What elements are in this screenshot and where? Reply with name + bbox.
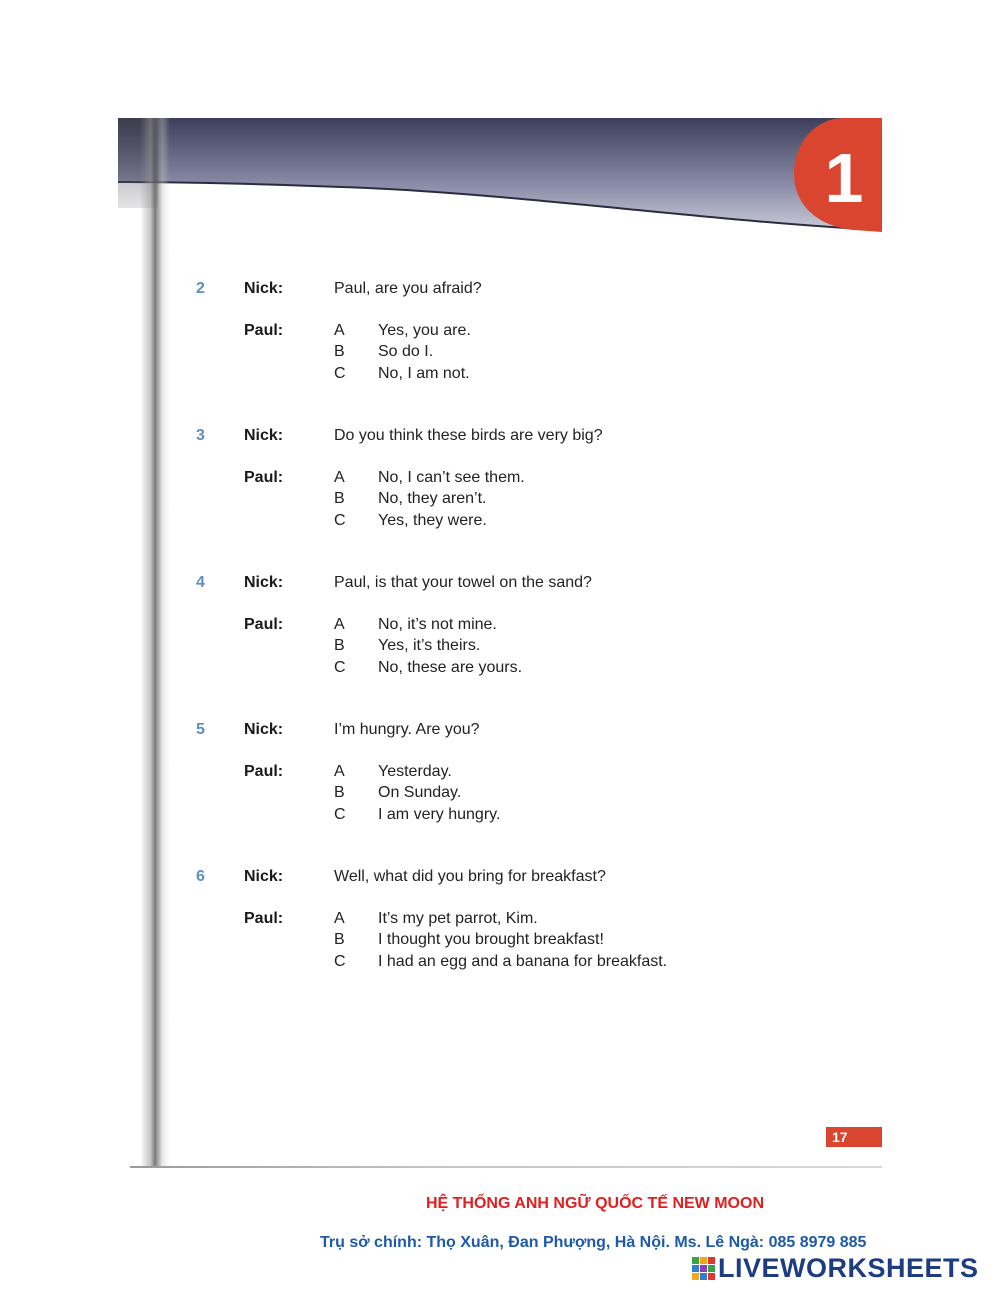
option-text: Yesterday. [378, 763, 452, 780]
liveworksheets-logo-text[interactable]: LIVEWORKSHEETS [718, 1253, 979, 1283]
option-text: So do I. [378, 343, 434, 360]
nick-label: Nick: [244, 280, 284, 297]
nick-label: Nick: [244, 868, 284, 885]
option-letter: B [334, 784, 345, 801]
liveworksheets-logo-icon [692, 1257, 716, 1281]
option-letter: B [334, 343, 345, 360]
option-letter: B [334, 931, 345, 948]
question-number: 2 [196, 280, 205, 297]
paul-label: Paul: [244, 910, 284, 927]
option-text: No, it’s not mine. [378, 616, 497, 633]
nick-line: I’m hungry. Are you? [334, 721, 480, 738]
option-letter: A [334, 910, 345, 927]
option-text: I am very hungry. [378, 806, 501, 823]
option-letter: A [334, 469, 345, 486]
option-letter: A [334, 616, 345, 633]
nick-line: Paul, are you afraid? [334, 280, 482, 297]
option-letter: C [334, 512, 346, 529]
option-text: It’s my pet parrot, Kim. [378, 910, 538, 927]
option-text: Yes, they were. [378, 512, 487, 529]
scanned-page [118, 118, 882, 1168]
spine-shadow [140, 118, 170, 1168]
footer-address: Trụ sở chính: Thọ Xuân, Đan Phượng, Hà Nội. Ms. Lê Ngà: 085 8979 885 [320, 1234, 867, 1251]
option-text: No, I can’t see them. [378, 469, 525, 486]
nick-label: Nick: [244, 427, 284, 444]
question-number: 5 [196, 721, 205, 738]
question-number: 6 [196, 868, 205, 885]
footer-title: HỆ THỐNG ANH NGỮ QUỐC TẾ NEW MOON [425, 1195, 764, 1212]
paul-label: Paul: [244, 322, 284, 339]
option-text: Yes, it’s theirs. [378, 637, 481, 654]
nick-label: Nick: [244, 574, 284, 591]
option-text: I thought you brought breakfast! [378, 931, 604, 948]
nick-line: Paul, is that your towel on the sand? [334, 574, 592, 591]
option-letter: B [334, 490, 345, 507]
option-text: No, these are yours. [378, 659, 523, 676]
option-letter: B [334, 637, 345, 654]
nick-line: Do you think these birds are very big? [334, 427, 603, 444]
page-number: 17 [826, 1127, 882, 1147]
option-text: On Sunday. [378, 784, 462, 801]
unit-number: 1 [824, 139, 864, 217]
nick-label: Nick: [244, 721, 284, 738]
option-text: No, I am not. [378, 365, 470, 382]
page-bottom-rule [130, 1166, 882, 1168]
option-text: I had an egg and a banana for breakfast. [378, 953, 668, 970]
option-letter: A [334, 763, 345, 780]
question-number: 4 [196, 574, 205, 591]
paul-label: Paul: [244, 616, 284, 633]
option-text: No, they aren’t. [378, 490, 487, 507]
nick-line: Well, what did you bring for breakfast? [334, 868, 606, 885]
option-letter: C [334, 659, 346, 676]
option-letter: A [334, 322, 345, 339]
option-letter: C [334, 365, 346, 382]
option-text: Yes, you are. [378, 322, 471, 339]
paul-label: Paul: [244, 763, 284, 780]
option-letter: C [334, 953, 346, 970]
option-letter: C [334, 806, 346, 823]
header-banner [118, 118, 882, 238]
question-number: 3 [196, 427, 205, 444]
paul-label: Paul: [244, 469, 284, 486]
